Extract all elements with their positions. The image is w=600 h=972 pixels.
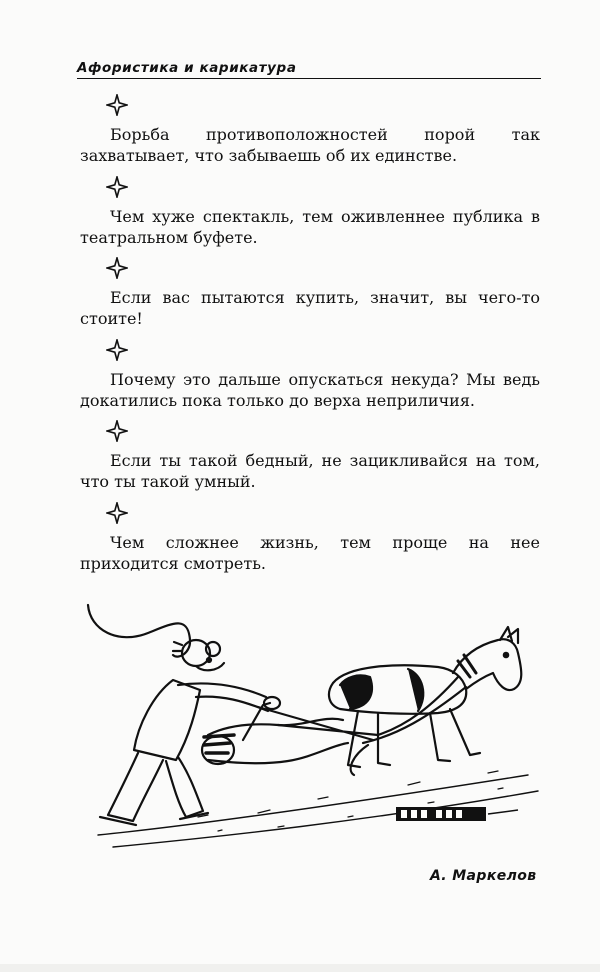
aphorism-text: Чем хуже спектакль, тем оживленнее публика в театральном буфете. xyxy=(80,206,540,247)
aphorism-item xyxy=(80,257,540,337)
four-point-star-icon xyxy=(106,176,128,198)
aphorism-text: Если вас пытаются купить, значит, вы чего-то стоите! xyxy=(80,288,540,328)
aphorism-item xyxy=(80,502,540,582)
page-bottom-edge xyxy=(0,964,600,972)
aphorism-list xyxy=(80,92,540,581)
header-rule xyxy=(77,78,541,79)
four-point-star-icon xyxy=(106,94,128,116)
aphorism-text: Борьба противоположностей порой так захватывает, что забываешь об их единстве. xyxy=(80,125,540,165)
four-point-star-icon xyxy=(106,257,128,279)
aphorism-item xyxy=(80,176,540,256)
four-point-star-icon xyxy=(106,502,128,524)
cartoon-author-credit: А. Маркелов xyxy=(430,868,537,884)
aphorism-item xyxy=(80,420,540,500)
four-point-star-icon xyxy=(106,420,128,442)
plowing-cartoon-illustration xyxy=(78,585,548,855)
aphorism-text: Чем сложнее жизнь, тем проще на нее приходится смотреть. xyxy=(80,532,540,573)
four-point-star-icon xyxy=(106,339,128,361)
aphorism-item xyxy=(80,339,540,419)
aphorism-item xyxy=(80,94,540,174)
aphorism-text: Почему это дальше опускаться некуда? Мы ведь докатились пока только до верха неприличия. xyxy=(80,369,540,410)
aphorism-text: Если ты такой бедный, не зацикливайся на том, что ты такой умный. xyxy=(80,451,540,491)
running-head-title: Афористика и карикатура xyxy=(77,60,297,76)
